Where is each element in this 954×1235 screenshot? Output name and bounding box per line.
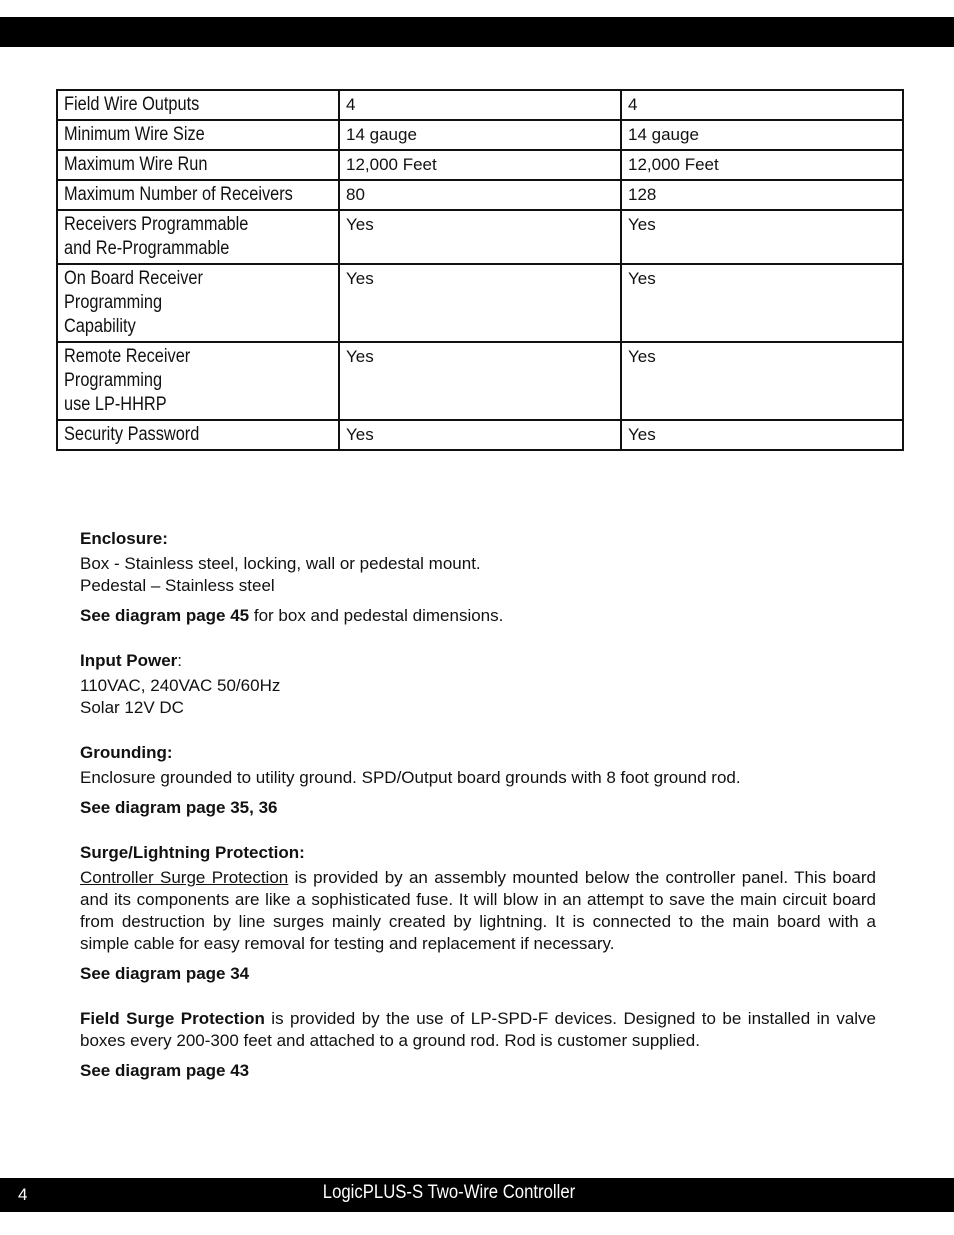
row-label: Field Wire Outputs — [57, 90, 339, 120]
controller-surge-paragraph: Controller Surge Protection is provided by an assembly mounted below the controller panel. This board and its components are like a sophisticated fuse. It will blow in an attempt to save the main circuit board from destruction by line surges mainly created by lightning. It is connected to the main board with a simple cable for easy removal for testing and replacement if necessary. — [80, 868, 877, 953]
row-value-a: Yes — [339, 264, 621, 342]
table-row — [57, 210, 903, 264]
grounding-text: Enclosure grounded to utility ground. SPD/Output board grounds with 8 foot ground rod. — [80, 768, 741, 787]
input-power-line-1: 110VAC, 240VAC 50/60Hz — [80, 676, 281, 695]
table-row — [57, 180, 903, 210]
enclosure-heading: Enclosure: — [80, 529, 168, 548]
header-bar — [0, 17, 954, 47]
row-label: Minimum Wire Size — [57, 120, 339, 150]
row-label: On Board Receiver Programming Capability — [57, 264, 339, 342]
grounding-heading: Grounding: — [80, 743, 173, 762]
table-row — [57, 264, 903, 342]
row-label: Remote Receiver Programming use LP-HHRP — [57, 342, 339, 420]
table-row — [57, 90, 903, 120]
row-value-b: 14 gauge — [621, 120, 903, 150]
surge-heading: Surge/Lightning Protection: — [80, 843, 305, 862]
row-value-b: 128 — [621, 180, 903, 210]
controller-surge-reference: See diagram page 34 — [80, 964, 250, 983]
table-row — [57, 342, 903, 420]
row-value-a: Yes — [339, 420, 621, 450]
field-surge-paragraph: Field Surge Protection is provided by the use of LP-SPD-F devices. Designed to be installed in valve boxes every 200-300 feet and attached to a ground rod. Rod is customer supplied. — [80, 1009, 877, 1050]
footer-bar — [0, 1178, 954, 1212]
row-value-a: 12,000 Feet — [339, 150, 621, 180]
row-value-a: Yes — [339, 210, 621, 264]
document-title: LogicPLUS-S Two-Wire Controller — [322, 1182, 576, 1203]
table-row — [57, 150, 903, 180]
row-value-a: 14 gauge — [339, 120, 621, 150]
enclosure-line-2: Pedestal – Stainless steel — [80, 576, 275, 595]
row-label: Receivers Programmable and Re-Programmable — [57, 210, 339, 264]
input-power-line-2: Solar 12V DC — [80, 698, 184, 717]
row-value-b: 12,000 Feet — [621, 150, 903, 180]
enclosure-line-1: Box - Stainless steel, locking, wall or pedestal mount. — [80, 554, 481, 573]
table-row — [57, 120, 903, 150]
row-value-b: Yes — [621, 420, 903, 450]
enclosure-reference: See diagram page 45 for box and pedestal dimensions. — [80, 606, 504, 625]
input-power-heading: Input Power: — [80, 651, 183, 670]
row-value-a: 4 — [339, 90, 621, 120]
row-label: Security Password — [57, 420, 339, 450]
row-value-b: Yes — [621, 342, 903, 420]
specifications-text — [80, 528, 876, 1082]
table-row — [57, 420, 903, 450]
row-value-b: Yes — [621, 264, 903, 342]
row-value-a: 80 — [339, 180, 621, 210]
row-value-a: Yes — [339, 342, 621, 420]
field-surge-reference: See diagram page 43 — [80, 1061, 250, 1080]
row-value-b: Yes — [621, 210, 903, 264]
page-number: 4 — [18, 1185, 28, 1204]
row-value-b: 4 — [621, 90, 903, 120]
grounding-reference: See diagram page 35, 36 — [80, 798, 278, 817]
row-label: Maximum Number of Receivers — [57, 180, 339, 210]
specifications-table — [56, 89, 904, 451]
row-label: Maximum Wire Run — [57, 150, 339, 180]
controller-surge-label: Controller Surge Protection — [80, 868, 289, 887]
